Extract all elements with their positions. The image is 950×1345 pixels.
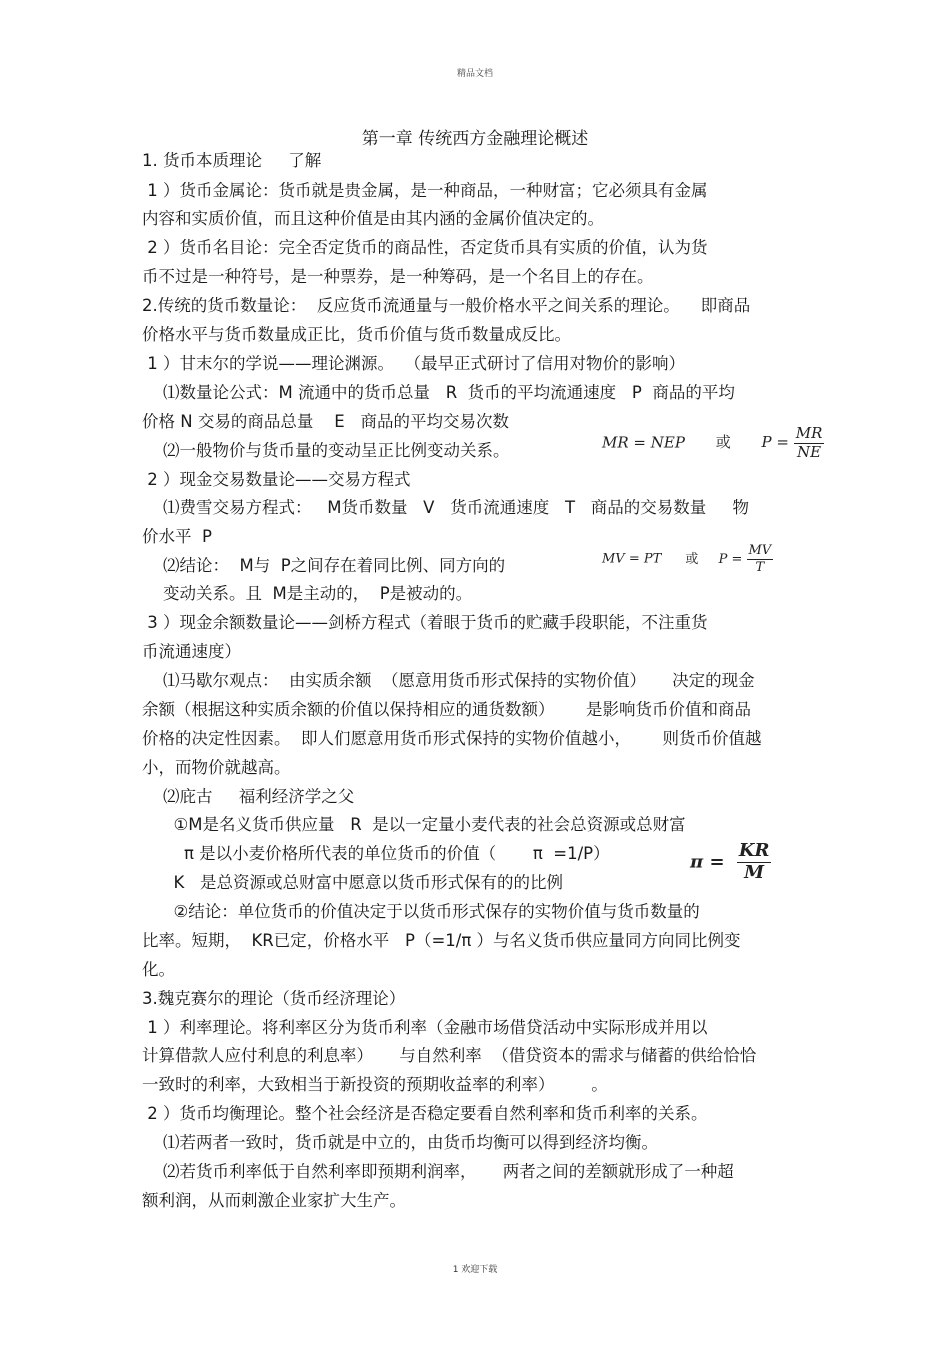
text-line: 计算借款人应付利息的利息率） 与自然利率 （借贷资本的需求与储蓄的供给恰恰 xyxy=(142,1046,757,1065)
text-line: ⑵若货币利率低于自然利率即预期利润率， 两者之间的差额就形成了一种超 xyxy=(142,1162,734,1181)
text-line: 2 ）货币均衡理论。整个社会经济是否稳定要看自然利率和货币利率的关系。 xyxy=(142,1104,708,1123)
formula-p: P = xyxy=(761,433,789,452)
text-line: ⑵庇古 福利经济学之父 xyxy=(142,787,355,806)
text-line: 2 ）现金交易数量论——交易方程式 xyxy=(142,470,411,489)
fraction-denominator: T xyxy=(755,559,765,575)
fraction-denominator: M xyxy=(744,861,765,883)
text-line: 2.传统的货币数量论： 反应货币流通量与一般价格水平之间关系的理论。 即商品 xyxy=(142,296,751,315)
text-line: ①M是名义货币供应量 R 是以一定量小麦代表的社会总资源或总财富 xyxy=(142,815,686,834)
text-line: ⑵结论： M与 P之间存在着同比例、同方向的 xyxy=(142,556,506,575)
text-line: 1 ）利率理论。将利率区分为货币利率（金融市场借贷活动中实际形成并用以 xyxy=(142,1018,708,1037)
formula-fraction xyxy=(737,842,772,883)
text-line: 价水平 P xyxy=(142,527,212,546)
text-line: 币不过是一种符号，是一种票券，是一种筹码，是一个名目上的存在。 xyxy=(142,267,654,286)
formula-kemmerer xyxy=(602,426,824,461)
text-line: 价格水平与货币数量成正比，货币价值与货币数量成反比。 xyxy=(142,325,571,344)
fraction-denominator: NE xyxy=(797,442,822,461)
text-line: 1 ）货币金属论：货币就是贵金属，是一种商品，一种财富；它必须具有金属 xyxy=(142,181,708,200)
text-line: K 是总资源或总财富中愿意以货币形式保有的的比例 xyxy=(142,873,564,892)
text-line: 小，而物价就越高。 xyxy=(142,758,291,777)
formula-or: 或 xyxy=(715,433,731,452)
formula-fraction xyxy=(794,426,825,461)
formula-fraction xyxy=(747,544,774,574)
text-line: 内容和实质价值，而且这种价值是由其内涵的金属价值决定的。 xyxy=(142,209,604,228)
text-line: 1 ）甘末尔的学说——理论渊源。 （最早正式研讨了信用对物价的影响） xyxy=(142,354,685,373)
fraction-numerator: MR xyxy=(795,424,823,442)
formula-fisher xyxy=(602,544,773,574)
text-line: 2 ）货币名目论：完全否定货币的商品性，否定货币具有实质的价值，认为货 xyxy=(142,238,708,257)
chapter-title: 第一章 传统西方金融理论概述 xyxy=(361,129,589,149)
text-line: ②结论：单位货币的价值决定于以货币形式保存的实物价值与货币数量的 xyxy=(142,902,700,921)
formula-pigou xyxy=(690,842,771,883)
fraction-numerator: MV xyxy=(748,543,772,558)
text-line: ⑴数量论公式：M 流通中的货币总量 R 货币的平均流通速度 P 商品的平均 xyxy=(142,383,735,402)
text-line: 3 ）现金余额数量论——剑桥方程式（着眼于货币的贮藏手段职能，不注重货 xyxy=(142,613,708,632)
page-footer: 1 欢迎下载 xyxy=(452,1265,498,1275)
text-line: 1. 货币本质理论 了解 xyxy=(142,151,322,170)
text-line: 化。 xyxy=(142,960,175,979)
page-header: 精品文档 xyxy=(456,69,493,79)
text-line: 3.魏克赛尔的理论（货币经济理论） xyxy=(142,989,406,1008)
formula-or: 或 xyxy=(685,551,699,567)
text-line: ⑴若两者一致时，货币就是中立的，由货币均衡可以得到经济均衡。 xyxy=(142,1133,658,1152)
text-line: 币流通速度） xyxy=(142,642,241,661)
formula-lhs: MV = PT xyxy=(602,551,662,567)
text-line: 价格 N 交易的商品总量 E 商品的平均交易次数 xyxy=(142,412,509,431)
formula-lhs: MR = NEP xyxy=(602,433,685,452)
text-line: 额利润，从而刺激企业家扩大生产。 xyxy=(142,1191,406,1210)
formula-lhs: π = xyxy=(690,851,725,873)
fraction-numerator: KR xyxy=(738,840,770,861)
text-line: ⑴马歇尔观点： 由实质余额 （愿意用货币形式保持的实物价值） 决定的现金 xyxy=(142,671,755,690)
formula-p: P = xyxy=(718,551,743,567)
text-line: π 是以小麦价格所代表的单位货币的价值（ π =1/P） xyxy=(142,844,610,863)
text-line: 比率。短期， KR已定，价格水平 P（=1/π ）与名义货币供应量同方向同比例变 xyxy=(142,931,741,950)
text-line: ⑵一般物价与货币量的变动呈正比例变动关系。 xyxy=(142,441,510,460)
text-line: 价格的决定性因素。 即人们愿意用货币形式保持的实物价值越小， 则货币价值越 xyxy=(142,729,762,748)
text-line: ⑴费雪交易方程式： M货币数量 V 货币流通速度 T 商品的交易数量 物 xyxy=(142,498,749,517)
text-line: 一致时的利率，大致相当于新投资的预期收益率的利率） 。 xyxy=(142,1075,608,1094)
text-line: 变动关系。且 M是主动的， P是被动的。 xyxy=(142,584,473,603)
text-line: 余额（根据这种实质余额的价值以保持相应的通货数额） 是影响货币价值和商品 xyxy=(142,700,751,719)
